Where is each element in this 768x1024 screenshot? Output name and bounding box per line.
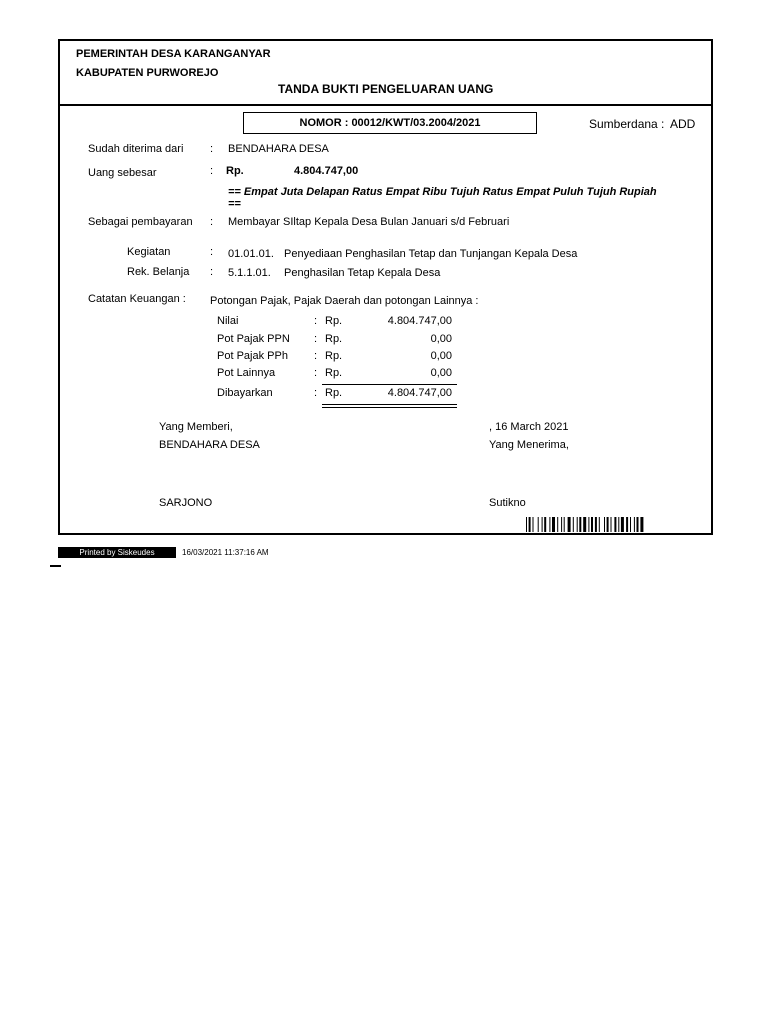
row-sep: : xyxy=(314,367,318,379)
total-label: Dibayarkan xyxy=(217,387,273,399)
row-currency: Rp. xyxy=(325,367,343,379)
giver-label: Yang Memberi, xyxy=(159,421,233,433)
rek-label: Rek. Belanja xyxy=(127,266,190,278)
kegiatan-value: Penyediaan Penghasilan Tetap dan Tunjangan Kepala Desa xyxy=(284,248,578,260)
colon: : xyxy=(210,165,214,177)
colon: : xyxy=(210,266,214,278)
row-currency: Rp. xyxy=(325,315,343,327)
total-underline xyxy=(322,404,457,405)
kegiatan-label: Kegiatan xyxy=(127,246,171,258)
giver-role: BENDAHARA DESA xyxy=(159,439,260,451)
catatan-label: Catatan Keuangan : xyxy=(88,293,186,305)
page-mark xyxy=(50,565,61,567)
rek-value: Penghasilan Tetap Kepala Desa xyxy=(284,267,441,279)
document-title: TANDA BUKTI PENGELUARAN UANG xyxy=(278,82,494,96)
row-label: Nilai xyxy=(217,315,239,327)
colon: : xyxy=(210,246,214,258)
barcode-image xyxy=(526,517,699,532)
receiver-label: Yang Menerima, xyxy=(489,439,569,451)
uang-currency: Rp. xyxy=(226,165,244,177)
subtotal-line xyxy=(322,384,457,385)
rek-code: 5.1.1.01. xyxy=(228,267,271,279)
colon: : xyxy=(210,143,214,155)
uang-value: 4.804.747,00 xyxy=(294,165,359,177)
document-number: NOMOR : 00012/KWT/03.2004/2021 xyxy=(243,112,537,134)
print-timestamp: 16/03/2021 11:37:16 AM xyxy=(182,548,269,557)
sumberdana-value: ADD xyxy=(670,117,696,131)
amount-in-words: == Empat Juta Delapan Ratus Empat Ribu Tujuh Ratus Empat Puluh Tujuh Rupiah == xyxy=(228,186,657,210)
pembayaran-label: Sebagai pembayaran xyxy=(88,216,193,228)
pembayaran-value: Membayar SIltap Kepala Desa Bulan Januari s/d Februari xyxy=(228,216,510,228)
receiver-name: Sutikno xyxy=(489,497,526,509)
row-sep: : xyxy=(314,350,318,362)
kegiatan-code: 01.01.01. xyxy=(228,248,274,260)
row-currency: Rp. xyxy=(325,350,343,362)
org-region: KABUPATEN PURWOREJO xyxy=(76,67,219,79)
row-sep: : xyxy=(314,333,318,345)
row-amount: 0,00 xyxy=(430,350,452,362)
sumberdana-label: Sumberdana : xyxy=(589,117,665,131)
org-name: PEMERINTAH DESA KARANGANYAR xyxy=(76,48,271,60)
total-amount: 4.804.747,00 xyxy=(387,387,452,399)
row-amount: 0,00 xyxy=(430,367,452,379)
diterima-value: BENDAHARA DESA xyxy=(228,143,329,155)
row-currency: Rp. xyxy=(325,333,343,345)
printed-by-label: Printed by Siskeudes xyxy=(58,547,176,558)
row-amount: 4.804.747,00 xyxy=(387,315,452,327)
total-sep: : xyxy=(314,387,318,399)
colon: : xyxy=(210,216,214,228)
row-amount: 0,00 xyxy=(430,333,452,345)
receipt-date: , 16 March 2021 xyxy=(489,421,569,433)
diterima-label: Sudah diterima dari xyxy=(88,143,184,155)
row-label: Pot Pajak PPN xyxy=(217,333,290,345)
catatan-desc: Potongan Pajak, Pajak Daerah dan potongan Lainnya : xyxy=(210,295,479,307)
uang-label: Uang sebesar xyxy=(88,167,157,179)
header-divider xyxy=(58,104,713,106)
row-sep: : xyxy=(314,315,318,327)
row-label: Pot Pajak PPh xyxy=(217,350,288,362)
total-double-underline xyxy=(322,407,457,408)
row-label: Pot Lainnya xyxy=(217,367,276,379)
total-currency: Rp. xyxy=(325,387,343,399)
giver-name: SARJONO xyxy=(159,497,213,509)
